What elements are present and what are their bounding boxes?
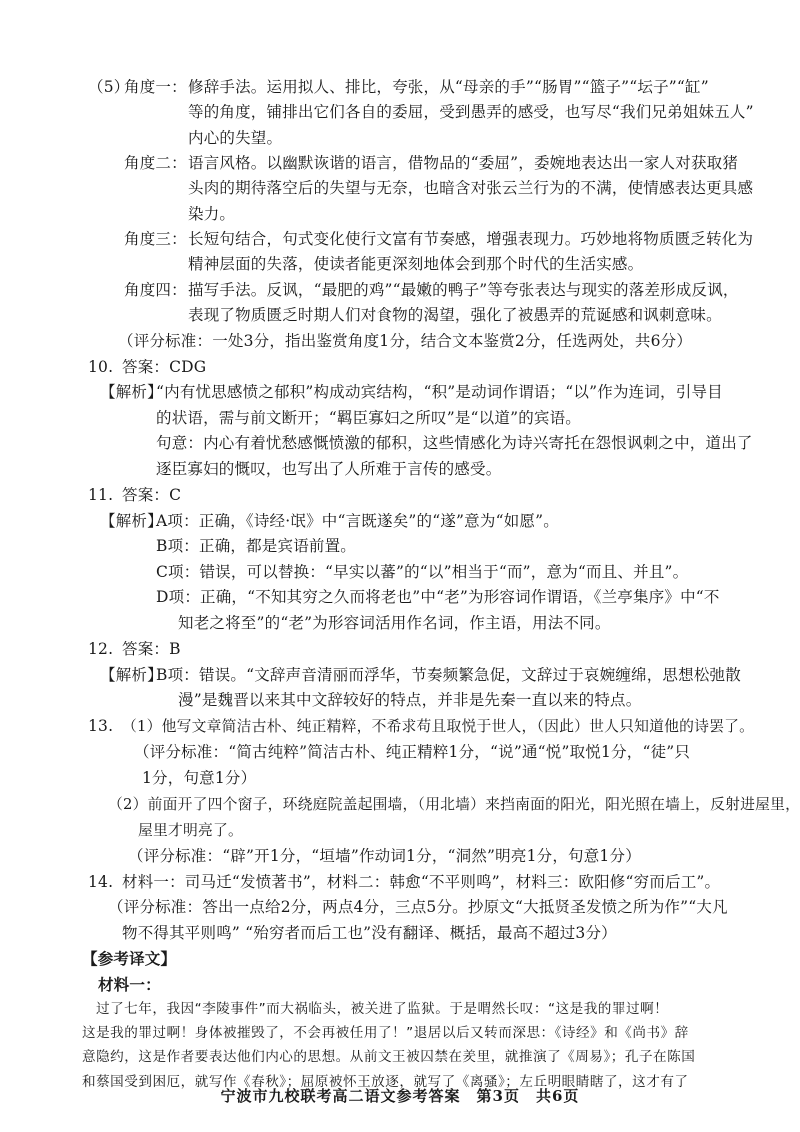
- q13-part1-translation: （1）他写文章简洁古朴、纯正精粹，不希求苟且取悦于世人，（因此）世人只知道他的诗罢了。: [122, 718, 755, 736]
- q5-angle2-line: 染力。: [188, 204, 236, 223]
- q14-score-line: （评分标准：答出一点给2分，两点4分，三点5分。抄原文“大抵贤圣发愤之所为作”“大凡: [108, 898, 728, 917]
- q5-angle2-line: 语言风格。以幽默诙谐的语言，借物品的“委屈”，委婉地表达出一家人对获取猪: [188, 153, 739, 172]
- q5-angle4-line: 表现了物质匮乏时期人们对食物的渴望，强化了被愚弄的荒诞感和讽刺意味。: [188, 306, 722, 325]
- translation-line: 和蔡国受到困厄，就写作《春秋》；屈原被怀王放逐，就写了《离骚》；左丘明眼睛瞎了，这才有了: [82, 1073, 689, 1090]
- q13-part1-score-line: （评分标准：“简古纯粹”简洁古朴、纯正精粹1分，“说”通“悦”取悦1分，“徒”只: [134, 743, 691, 762]
- q14-score: [108, 895, 798, 946]
- q14-answer: 材料一：司马迁“发愤著书”，材料二：韩愈“不平则鸣”，材料三：欧阳修“穷而后工”。: [122, 872, 721, 891]
- q10-analysis-line: 逐臣寡妇的慨叹，也写出了人所难于言传的感受。: [156, 459, 502, 478]
- q13-part2-translation: （2）前面开了四个窗子，环绕庭院盖起围墙，（用北墙）来挡南面的阳光，阳光照在墙上，反射进屋里，: [108, 796, 800, 814]
- translation-heading: 【参考译文】: [82, 949, 177, 969]
- q13-part2: [108, 792, 798, 843]
- q12-answer: 答案：B: [122, 639, 181, 658]
- q5-angle4-line: 描写手法。反讽，“最肥的鸡”“最嫩的鸭子”等夸张表达与现实的落差形成反讽，: [188, 280, 739, 299]
- q5-angle4-head: 角度四：: [124, 280, 187, 299]
- translation-subheading: 材料一：: [98, 974, 161, 994]
- q13-number: 13.: [88, 717, 114, 736]
- q11-answer: 答案：C: [122, 486, 182, 505]
- q12-analysis-line: B项：错误。“文辞声音清丽而浮华，节奏频繁急促，文辞过于哀婉缠绵，思想松弛散: [156, 665, 741, 684]
- q10-analysis-line: “内有忧思感愤之郁积”构成动宾结构，“积”是动词作谓语；“以”作为连词，引导目: [156, 383, 723, 402]
- q11-option-d: D项：正确，“不知其穷之久而将老也”中“老”为形容词作谓语，《兰亭集序》中“不: [156, 588, 720, 607]
- q5-angle3-line: 长短句结合，句式变化使行文富有节奏感，增强表现力。巧妙地将物质匮乏转化为: [188, 229, 754, 248]
- q5-angle1-line: 内心的失望。: [188, 128, 283, 147]
- q13-part1-score: [134, 740, 794, 791]
- q12-analysis-tag: 【解析】: [100, 665, 163, 684]
- page-footer: 宁波市九校联考高二语文参考答案 第3页 共6页: [220, 1087, 580, 1105]
- q11-option-d-cont: 知老之将至”的“老”为形容词活用作名词，作主语，用法不同。: [178, 613, 611, 632]
- reference-translation: [82, 946, 798, 1094]
- q13-part1-score-line: 1分，句意1分）: [142, 768, 257, 787]
- q10-analysis-line: 的状语，需与前文断开；“羁臣寡妇之所叹”是“以道”的宾语。: [156, 408, 581, 427]
- q5-angle2-line: 头肉的期待落空后的失望与无奈，也暗含对张云兰行为的不满，使情感表达更具感: [188, 179, 754, 198]
- q10-number: 10.: [88, 357, 114, 376]
- q5-angle1-head: 角度一：: [124, 77, 187, 96]
- translation-line: 意隐约，这是作者要表达他们内心的思想。从前文王被囚禁在羑里，就推演了《周易》；孔子在陈国: [82, 1049, 696, 1066]
- q10-analysis-line: 句意：内心有着忧愁感慨愤激的郁积，这些情感化为诗兴寄托在怨恨讽刺之中，道出了: [156, 434, 753, 453]
- q5-angle3-line: 精神层面的失落，使读者能更深刻地体会到那个时代的生活实感。: [188, 255, 644, 274]
- q10-answer: 答案：CDG: [122, 357, 207, 376]
- q14-score-line: 物不得其平则鸣” “殆穷者而后工也”没有翻译、概括，最高不超过3分）: [122, 923, 617, 942]
- q11-number: 11.: [88, 486, 114, 505]
- q12-number: 12.: [88, 639, 114, 658]
- q12-analysis-line: 漫”是魏晋以来其中文辞较好的特点，并非是先秦一直以来的特点。: [178, 691, 642, 710]
- q5-score: （评分标准：一处3分，指出鉴赏角度1分，结合文本鉴赏2分，任选两处，共6分）: [118, 331, 693, 350]
- q10-analysis-tag: 【解析】: [100, 383, 163, 402]
- translation-line: 这是我的罪过啊！身体被摧毁了，不会再被任用了！”退居以后又转而深思：《诗经》和《尚书》辞: [82, 1025, 689, 1042]
- q5-angle3-head: 角度三：: [124, 229, 187, 248]
- q5-angle1-line: 等的角度，铺排出它们各自的委屈，受到愚弄的感受，也写尽“我们兄弟姐妹五人”: [188, 103, 754, 122]
- translation-line: 过了七年，我因“李陵事件”而大祸临头，被关进了监狱。于是喟然长叹：“这是我的罪过啊！: [96, 1001, 669, 1018]
- q11-option-a: A项：正确，《诗经·氓》中“言既遂矣”的“遂”意为“如愿”。: [156, 512, 559, 530]
- q5-label: （5）: [88, 77, 130, 96]
- q13-part2-translation-cont: 屋里才明亮了。: [138, 821, 243, 839]
- q13-part2-score: （评分标准：“辟”开1分，“垣墙”作动词1分，“洞然”明亮1分，句意1分）: [128, 846, 641, 865]
- q5-angle1-line: 修辞手法。运用拟人、排比，夸张，从“母亲的手”“肠胃”“篮子”“坛子”“缸”: [188, 77, 709, 96]
- q14-number: 14.: [88, 872, 114, 891]
- q11-analysis-tag: 【解析】: [100, 512, 163, 530]
- q11-option-c: C项：错误，可以替换：“早实以蕃”的“以”相当于“而”，意为“而且、并且”。: [156, 562, 689, 581]
- q11-option-b: B项：正确，都是宾语前置。: [156, 537, 356, 556]
- q5-angle2-head: 角度二：: [124, 153, 187, 172]
